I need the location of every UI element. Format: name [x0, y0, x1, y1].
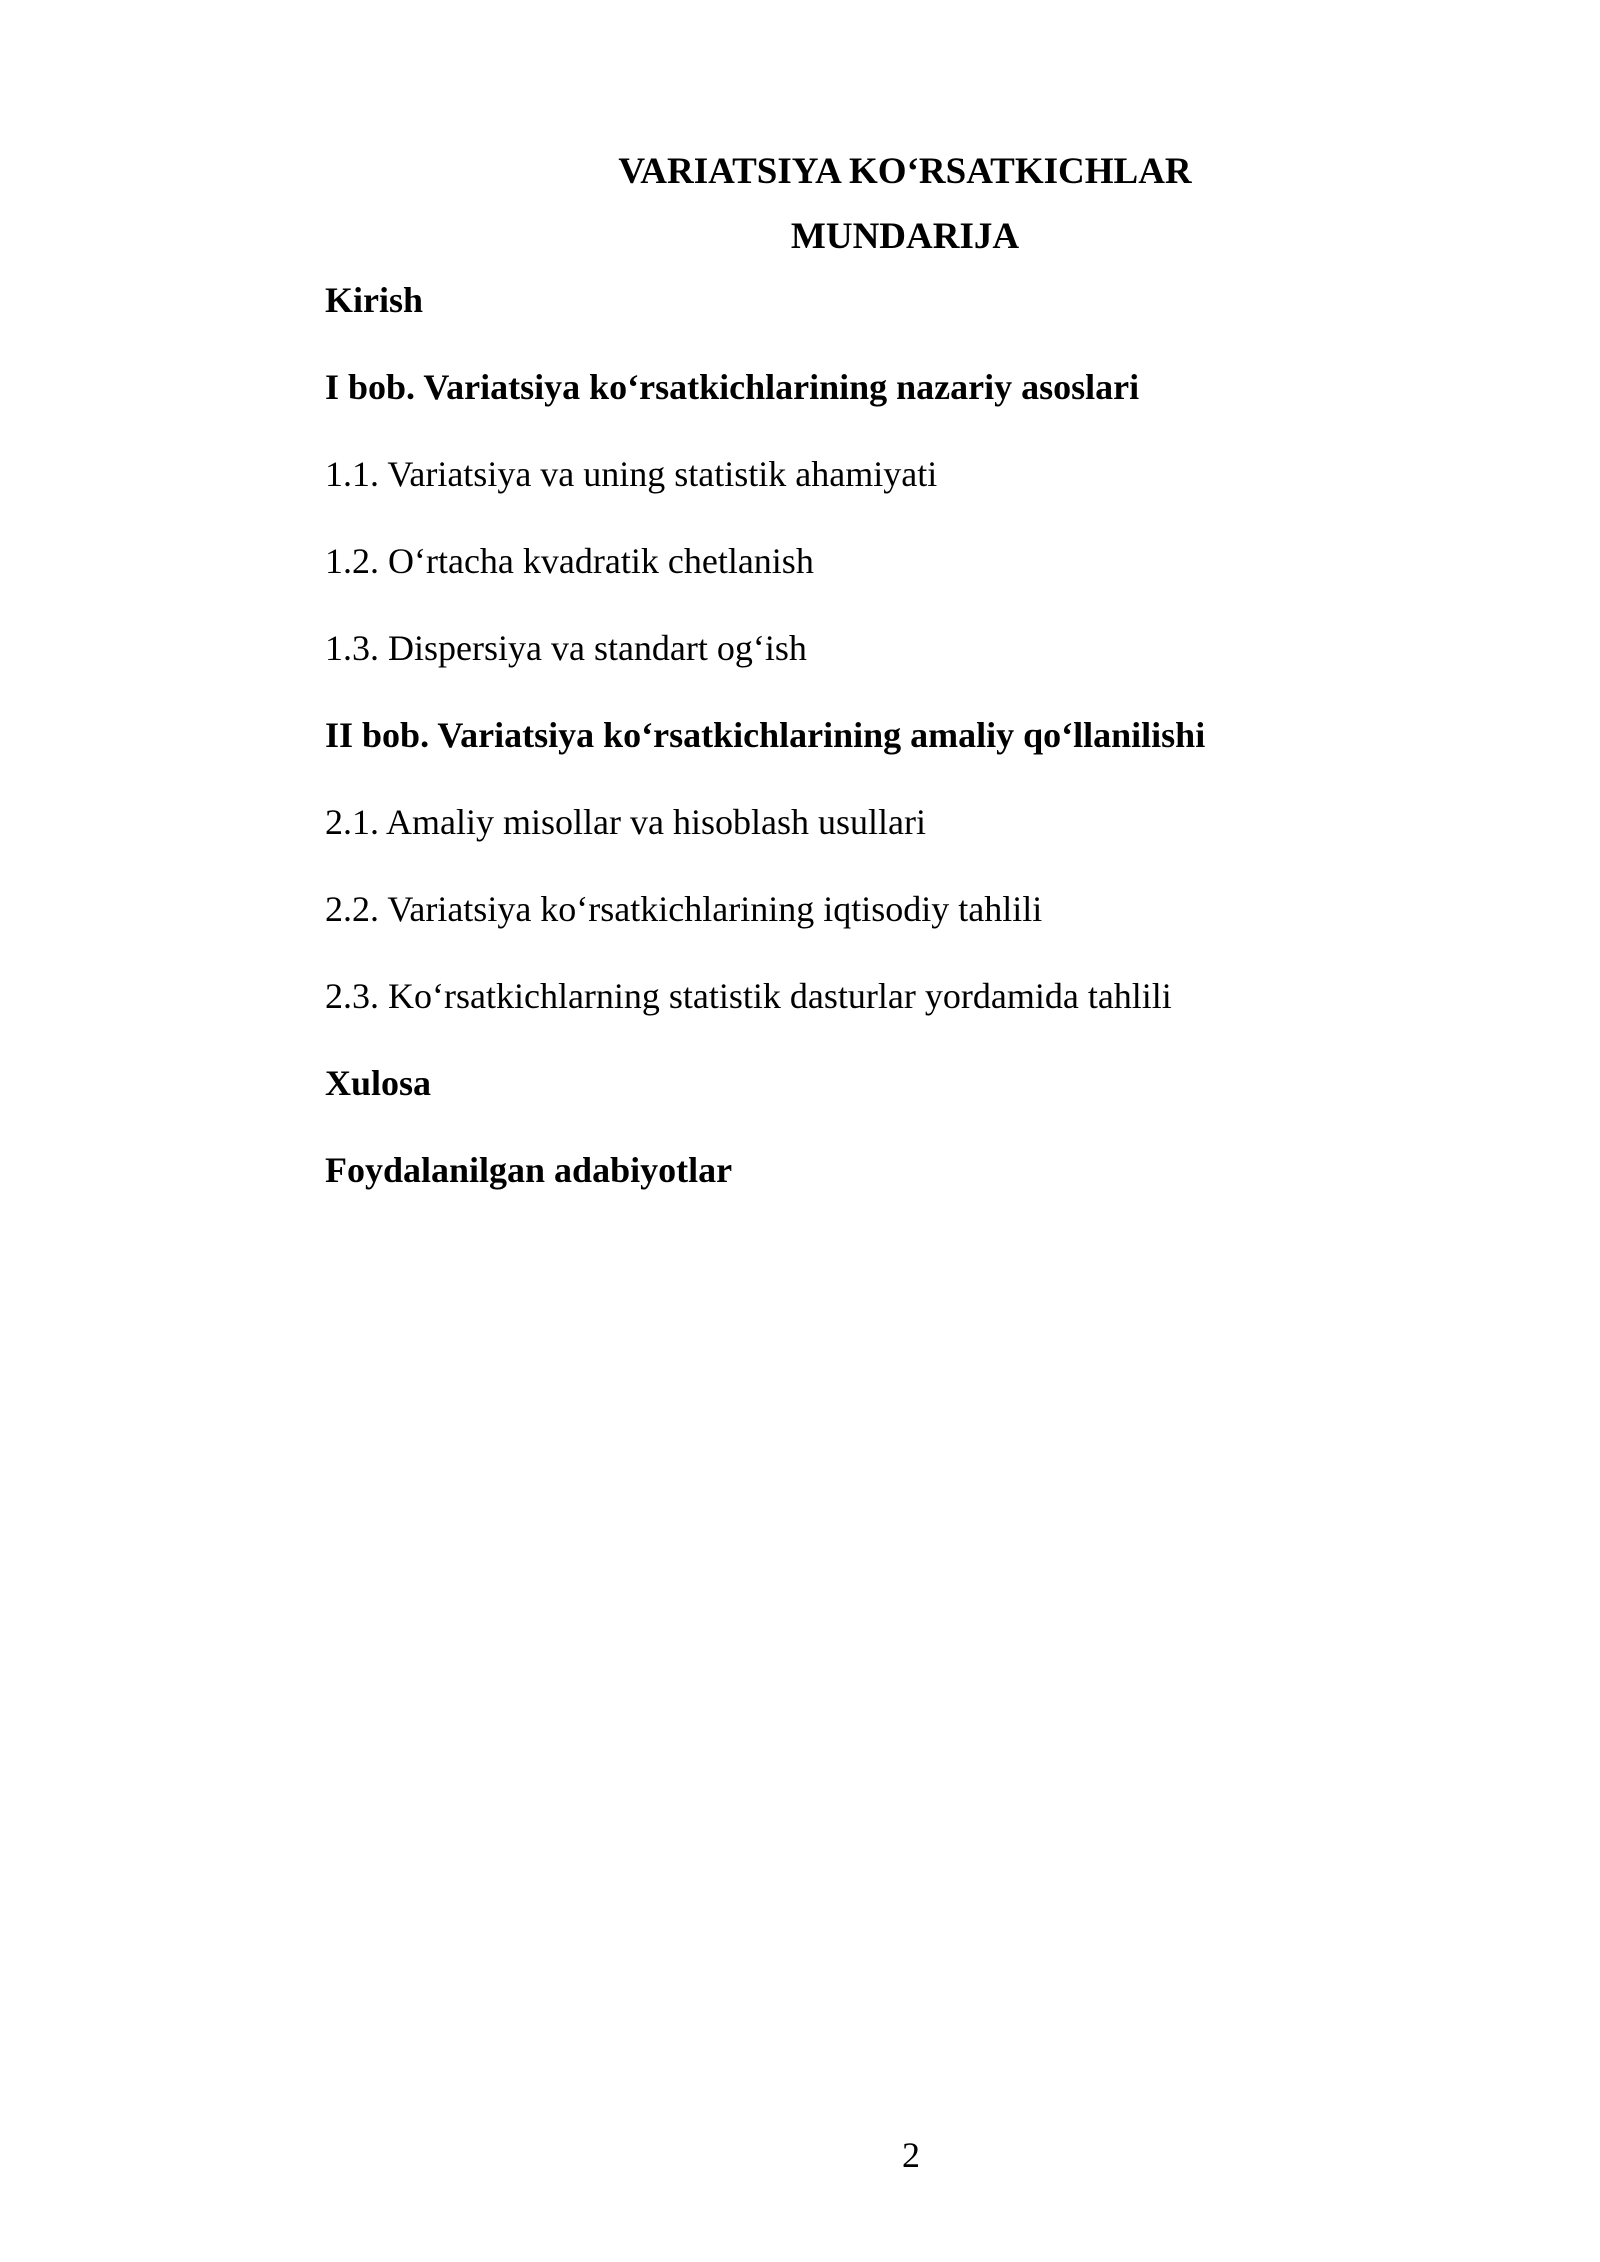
toc-item-section-1-3: 1.3. Dispersiya va standart og‘ish	[325, 628, 807, 668]
toc-item-section-2-3: 2.3. Ko‘rsatkichlarning statistik dasturlar yordamida tahlili	[325, 976, 1172, 1016]
toc-item-references: Foydalanilgan adabiyotlar	[325, 1150, 733, 1190]
toc-item-section-2-1: 2.1. Amaliy misollar va hisoblash usullari	[325, 802, 926, 842]
document-title: VARIATSIYA KO‘RSATKICHLAR	[618, 151, 1192, 192]
toc-item-chapter-1: I bob. Variatsiya ko‘rsatkichlarining nazariy asoslari	[325, 367, 1140, 407]
toc-item-xulosa: Xulosa	[325, 1063, 432, 1103]
toc-item-kirish: Kirish	[325, 280, 424, 320]
toc-item-section-1-1: 1.1. Variatsiya va uning statistik ahamiyati	[325, 454, 938, 494]
toc-item-chapter-2: II bob. Variatsiya ko‘rsatkichlarining amaliy qo‘llanilishi	[325, 715, 1206, 755]
toc-item-section-2-2: 2.2. Variatsiya ko‘rsatkichlarining iqtisodiy tahlili	[325, 889, 1043, 929]
toc-item-section-1-2: 1.2. O‘rtacha kvadratik chetlanish	[325, 541, 814, 581]
table-of-contents-heading: MUNDARIJA	[790, 216, 1020, 257]
table-of-contents	[325, 278, 1525, 1235]
page-number: 2	[902, 2135, 920, 2175]
